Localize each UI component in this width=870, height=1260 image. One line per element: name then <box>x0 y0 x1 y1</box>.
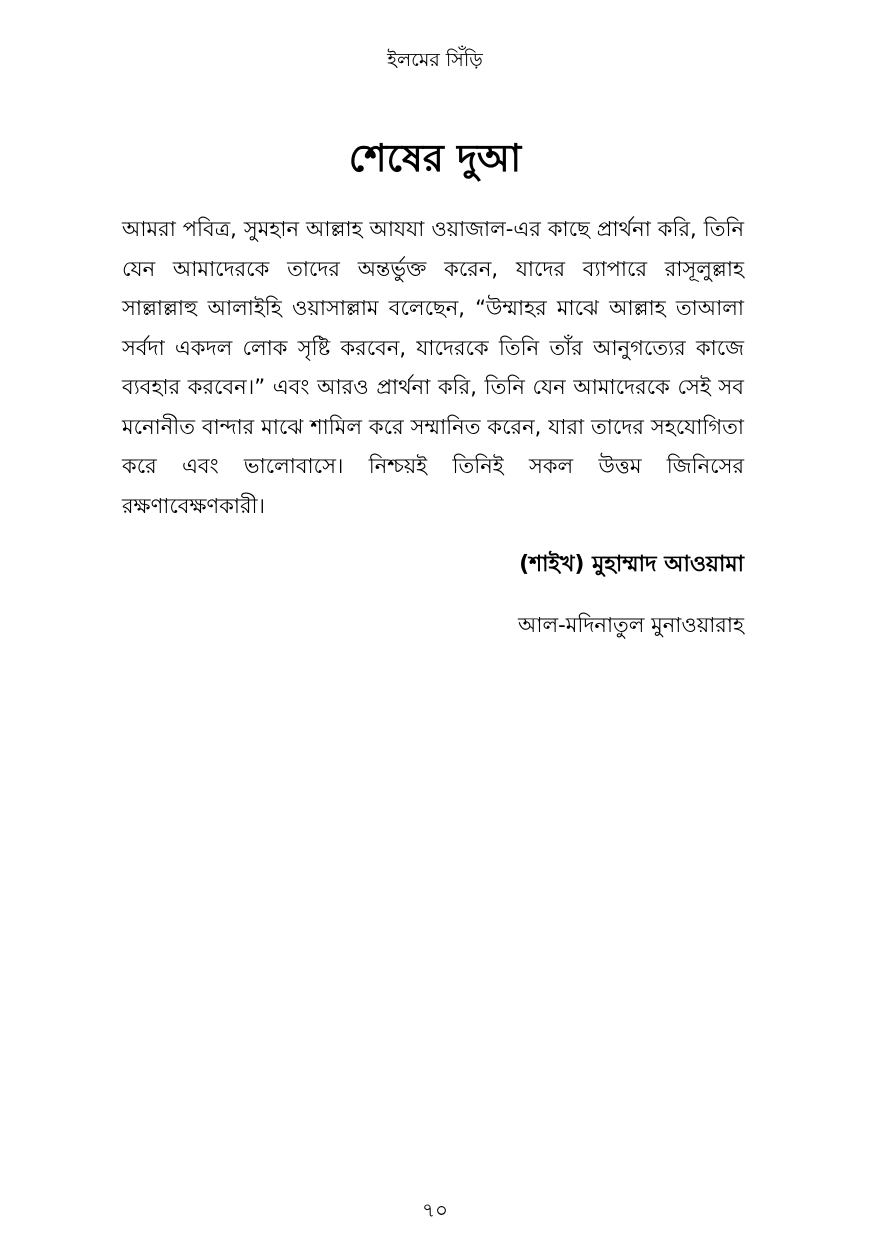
running-header: ইলমের সিঁড়ি <box>387 49 483 71</box>
chapter-title: শেষের দুআ <box>348 136 522 180</box>
body-paragraph: আমরা পবিত্র, সুমহান আল্লাহ আযযা ওয়াজাল-এর কাছে প্রার্থনা করি, তিনি যেন আমাদেরকে তাদের অন্তর্ভুক্ত করেন, যাদের ব্যাপারে রাসূলুল্লাহ সাল্লাল্লাহু আলাইহি ওয়াসাল্লাম বলেছেন, “উম্মাহর মাঝে আল্লাহ তাআলা সর্বদা একদল লোক সৃষ্টি করবেন, যাদেরকে তিনি তাঁর আনুগত্যের কাজে ব্যবহার করবেন।” এবং আরও প্রার্থনা করি, তিনি যেন আমাদেরকে সেই সব মনোনীত বান্দার মাঝে শামিল করে সম্মানিত করেন, যারা তাদের সহযোগিতা করে এবং ভালোবাসে। নিশ্চয়ই তিনিই সকল উত্তম জিনিসের রক্ষণাবেক্ষণকারী। <box>122 217 744 518</box>
signature-place: আল-মদিনাতুল মুনাওয়ারাহ <box>517 613 744 637</box>
page-number: ৭০ <box>421 1198 448 1222</box>
signature-author: (শাইখ) মুহাম্মাদ আওয়ামা <box>519 552 744 577</box>
